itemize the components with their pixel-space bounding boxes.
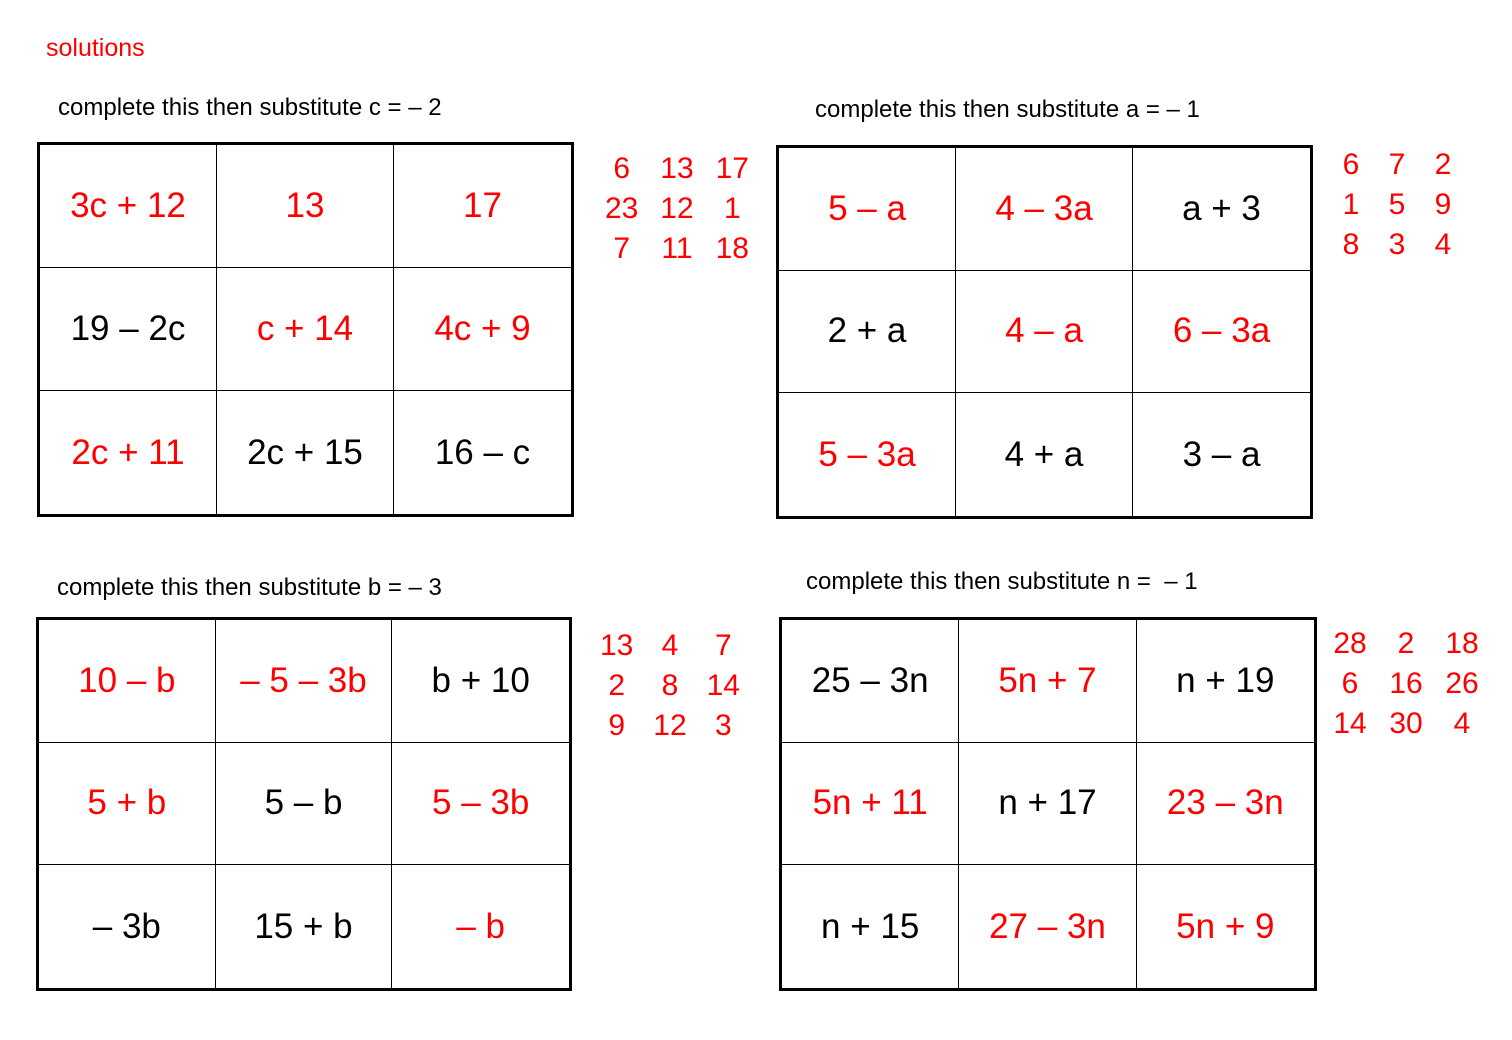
grid-cell: 2 + a (779, 271, 956, 394)
grid-cell: 4c + 9 (394, 268, 571, 391)
grid-cell: 5 – a (779, 148, 956, 271)
grid-cell: n + 17 (959, 743, 1136, 866)
solution-value: 18 (715, 232, 749, 265)
solution-value: 23 (604, 192, 639, 225)
solution-value: 5 (1388, 188, 1406, 221)
grid-cell: 15 + b (216, 865, 393, 988)
solution-value: 7 (613, 232, 630, 265)
solution-value: 7 (1388, 148, 1406, 181)
solutions-c (594, 152, 760, 266)
grid-cell: 5 – 3a (779, 393, 956, 516)
solution-value: 2 (608, 669, 625, 702)
solution-value: 17 (715, 152, 749, 185)
solution-value: 2 (1434, 148, 1452, 181)
grid-cell: – b (456, 906, 505, 946)
solution-value: 4 (1453, 707, 1471, 740)
grid-cell: n + 19 (1137, 620, 1314, 743)
solution-value: 7 (714, 629, 732, 662)
grid-cell: 4 – a (956, 271, 1133, 394)
solution-value: 11 (661, 232, 693, 265)
solution-value: 1 (1342, 188, 1360, 221)
grid-cell: 25 – 3n (782, 620, 959, 743)
magic-square-n (779, 617, 1317, 991)
solution-value: 3 (1388, 228, 1406, 261)
solution-value: 14 (706, 669, 740, 702)
solution-value: 9 (1434, 188, 1452, 221)
grid-cell: 2c + 11 (40, 391, 217, 514)
solution-value: 4 (661, 629, 679, 662)
instruction-b: complete this then substitute b = – 3 (57, 574, 442, 601)
grid-cell: 5n + 9 (1176, 906, 1275, 946)
solution-value: 1 (723, 192, 741, 225)
magic-square-b (36, 617, 572, 991)
solution-value: 3 (714, 709, 732, 742)
solution-value: 4 (1434, 228, 1452, 261)
grid-cell: 19 – 2c (40, 268, 217, 391)
solution-value: 30 (1389, 707, 1423, 740)
solution-value: 13 (660, 152, 694, 185)
solution-value: 12 (660, 192, 694, 225)
instruction-n: complete this then substitute n = – 1 (806, 568, 1198, 595)
grid-cell: 5 + b (39, 743, 216, 866)
solutions-a (1328, 148, 1466, 262)
solution-value: 12 (653, 709, 687, 742)
grid-cell: 2c + 15 (217, 391, 394, 514)
grid-cell: b + 10 (392, 620, 569, 743)
magic-square-a (776, 145, 1313, 519)
solution-value: 13 (599, 629, 634, 662)
grid-cell: a + 3 (1133, 148, 1310, 271)
grid-cell: 23 – 3n (1137, 743, 1314, 866)
solution-value: 2 (1397, 627, 1415, 660)
grid-cell: – 5 – 3b (216, 620, 393, 743)
grid-cell: 4 – 3a (956, 148, 1133, 271)
grid-cell: – 3b (39, 865, 216, 988)
magic-square-c (37, 142, 574, 517)
solution-value: 8 (1342, 228, 1360, 261)
grid-cell: 5n + 7 (959, 620, 1136, 743)
solution-value: 14 (1333, 707, 1367, 740)
grid-cell: 27 – 3n (959, 865, 1136, 988)
solutions-n (1322, 627, 1490, 741)
grid-cell: 10 – b (39, 620, 216, 743)
solution-value: 6 (1342, 148, 1360, 181)
grid-cell: 3c + 12 (40, 145, 217, 268)
grid-cell: 5 – 3b (392, 743, 569, 866)
grid-cell: 4 + a (956, 393, 1133, 516)
grid-cell: 6 – 3a (1133, 271, 1310, 394)
instruction-c: complete this then substitute c = – 2 (58, 94, 442, 121)
grid-cell: 3 – a (1182, 434, 1261, 474)
solution-value: 6 (1341, 667, 1359, 700)
grid-cell: 5 – b (216, 743, 393, 866)
solution-value: 28 (1333, 627, 1367, 660)
solution-value: 26 (1445, 667, 1479, 700)
grid-cell: 16 – c (434, 432, 531, 472)
grid-cell: 17 (394, 145, 571, 268)
solution-value: 6 (613, 152, 630, 185)
grid-cell: c + 14 (217, 268, 394, 391)
solutions-b (590, 629, 750, 743)
solution-value: 18 (1445, 627, 1479, 660)
solution-value: 9 (608, 709, 625, 742)
grid-cell: 5n + 11 (782, 743, 959, 866)
grid-cell: n + 15 (782, 865, 959, 988)
solution-value: 16 (1389, 667, 1423, 700)
solution-value: 8 (661, 669, 679, 702)
instruction-a: complete this then substitute a = – 1 (815, 96, 1200, 123)
page-heading: solutions (46, 34, 145, 62)
grid-cell: 13 (217, 145, 394, 268)
